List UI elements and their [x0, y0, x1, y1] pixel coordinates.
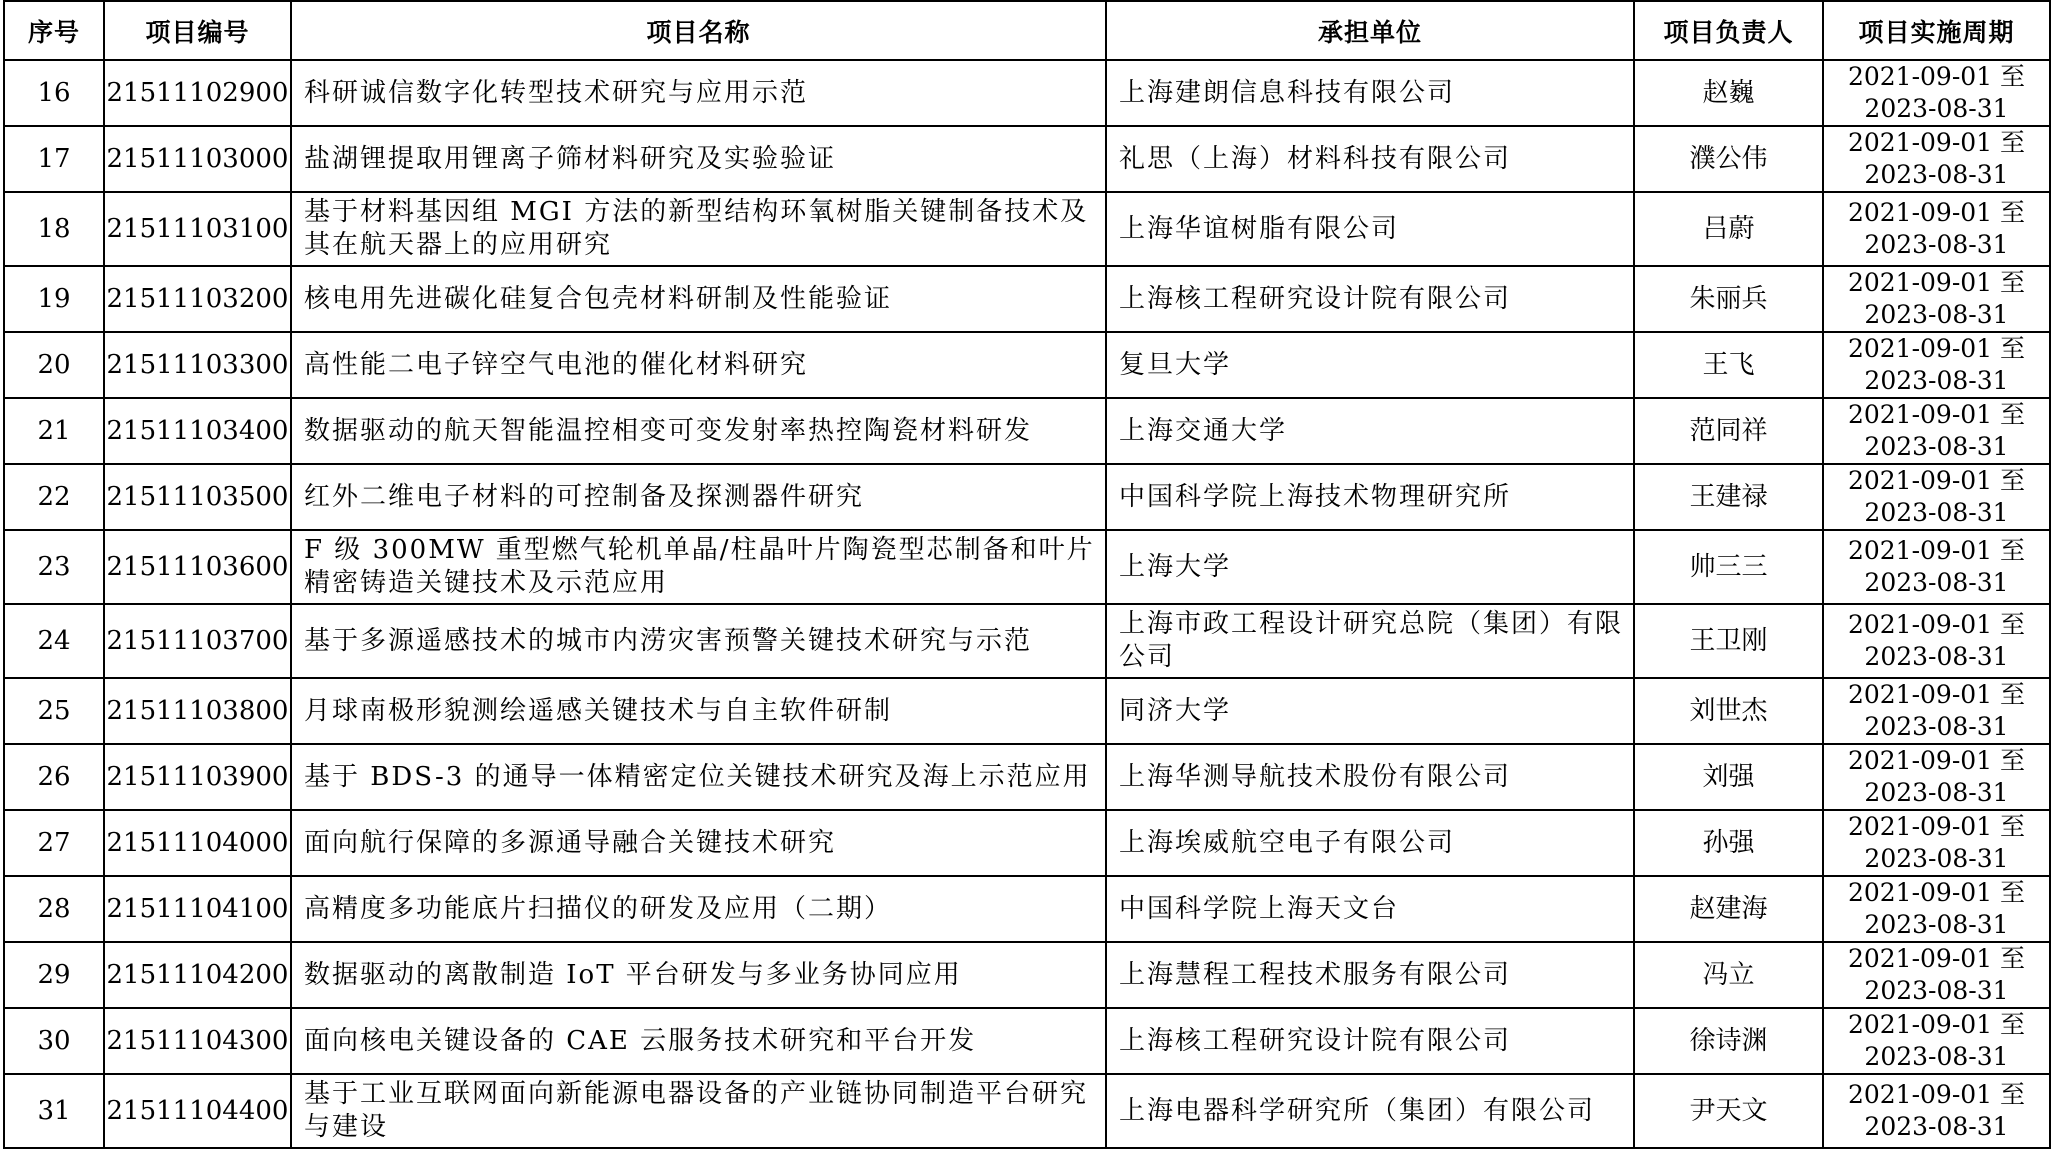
cell-project-code: 21511103000	[104, 126, 291, 192]
cell-project-leader: 王卫刚	[1634, 604, 1823, 678]
period-end: 2023-08-31	[1864, 568, 2009, 597]
header-project-leader: 项目负责人	[1634, 1, 1823, 60]
cell-project-leader: 尹天文	[1634, 1074, 1823, 1148]
cell-project-leader: 刘世杰	[1634, 678, 1823, 744]
cell-implementation-period	[1823, 398, 2050, 464]
table-row	[4, 810, 2050, 876]
cell-project-code: 21511104100	[104, 876, 291, 942]
cell-project-leader: 赵建海	[1634, 876, 1823, 942]
cell-project-leader: 朱丽兵	[1634, 266, 1823, 332]
cell-serial-number: 24	[4, 604, 104, 678]
cell-undertaking-unit: 上海华测导航技术股份有限公司	[1106, 744, 1634, 810]
cell-project-name: 数据驱动的航天智能温控相变可变发射率热控陶瓷材料研发	[291, 398, 1106, 464]
cell-project-name: 高精度多功能底片扫描仪的研发及应用（二期）	[291, 876, 1106, 942]
period-end: 2023-08-31	[1864, 300, 2009, 329]
period-start: 2021-09-01 至	[1847, 400, 2026, 429]
cell-serial-number: 21	[4, 398, 104, 464]
cell-implementation-period	[1823, 604, 2050, 678]
table-row	[4, 876, 2050, 942]
period-start: 2021-09-01 至	[1847, 1080, 2026, 1109]
cell-undertaking-unit: 复旦大学	[1106, 332, 1634, 398]
cell-serial-number: 20	[4, 332, 104, 398]
cell-project-name: 红外二维电子材料的可控制备及探测器件研究	[291, 464, 1106, 530]
cell-implementation-period	[1823, 60, 2050, 126]
cell-undertaking-unit: 上海市政工程设计研究总院（集团）有限公司	[1106, 604, 1634, 678]
period-start: 2021-09-01 至	[1847, 198, 2026, 227]
cell-project-code: 21511104400	[104, 1074, 291, 1148]
table-row	[4, 332, 2050, 398]
period-start: 2021-09-01 至	[1847, 466, 2026, 495]
table-row	[4, 1008, 2050, 1074]
cell-implementation-period	[1823, 464, 2050, 530]
period-end: 2023-08-31	[1864, 642, 2009, 671]
cell-project-code: 21511102900	[104, 60, 291, 126]
cell-project-leader: 孙强	[1634, 810, 1823, 876]
period-end: 2023-08-31	[1864, 94, 2009, 123]
cell-implementation-period	[1823, 1008, 2050, 1074]
period-end: 2023-08-31	[1864, 712, 2009, 741]
cell-project-name: 基于工业互联网面向新能源电器设备的产业链协同制造平台研究与建设	[291, 1074, 1106, 1148]
cell-serial-number: 31	[4, 1074, 104, 1148]
period-start: 2021-09-01 至	[1847, 536, 2026, 565]
table-row	[4, 398, 2050, 464]
cell-undertaking-unit: 上海交通大学	[1106, 398, 1634, 464]
cell-project-leader: 王建禄	[1634, 464, 1823, 530]
cell-implementation-period	[1823, 192, 2050, 266]
cell-undertaking-unit: 中国科学院上海天文台	[1106, 876, 1634, 942]
cell-undertaking-unit: 上海核工程研究设计院有限公司	[1106, 266, 1634, 332]
cell-project-code: 21511104000	[104, 810, 291, 876]
cell-undertaking-unit: 上海建朗信息科技有限公司	[1106, 60, 1634, 126]
cell-project-name: 面向航行保障的多源通导融合关键技术研究	[291, 810, 1106, 876]
cell-project-leader: 吕蔚	[1634, 192, 1823, 266]
header-serial-number: 序号	[4, 1, 104, 60]
cell-undertaking-unit: 上海慧程工程技术服务有限公司	[1106, 942, 1634, 1008]
cell-project-name: 核电用先进碳化硅复合包壳材料研制及性能验证	[291, 266, 1106, 332]
cell-serial-number: 30	[4, 1008, 104, 1074]
period-end: 2023-08-31	[1864, 160, 2009, 189]
cell-project-leader: 王飞	[1634, 332, 1823, 398]
period-end: 2023-08-31	[1864, 976, 2009, 1005]
cell-project-leader: 濮公伟	[1634, 126, 1823, 192]
table-body	[4, 60, 2050, 1148]
cell-project-code: 21511103500	[104, 464, 291, 530]
table-row	[4, 530, 2050, 604]
period-start: 2021-09-01 至	[1847, 944, 2026, 973]
period-start: 2021-09-01 至	[1847, 268, 2026, 297]
cell-project-name: F 级 300MW 重型燃气轮机单晶/柱晶叶片陶瓷型芯制备和叶片精密铸造关键技术及示范应用	[291, 530, 1106, 604]
cell-serial-number: 29	[4, 942, 104, 1008]
header-project-name: 项目名称	[291, 1, 1106, 60]
cell-serial-number: 25	[4, 678, 104, 744]
cell-implementation-period	[1823, 530, 2050, 604]
cell-undertaking-unit: 上海埃威航空电子有限公司	[1106, 810, 1634, 876]
table-row	[4, 1074, 2050, 1148]
cell-implementation-period	[1823, 810, 2050, 876]
cell-project-name: 高性能二电子锌空气电池的催化材料研究	[291, 332, 1106, 398]
period-start: 2021-09-01 至	[1847, 62, 2026, 91]
period-end: 2023-08-31	[1864, 778, 2009, 807]
cell-serial-number: 27	[4, 810, 104, 876]
cell-project-leader: 徐诗渊	[1634, 1008, 1823, 1074]
period-start: 2021-09-01 至	[1847, 746, 2026, 775]
period-start: 2021-09-01 至	[1847, 610, 2026, 639]
period-end: 2023-08-31	[1864, 498, 2009, 527]
period-end: 2023-08-31	[1864, 432, 2009, 461]
cell-project-leader: 范同祥	[1634, 398, 1823, 464]
cell-project-code: 21511103700	[104, 604, 291, 678]
cell-project-code: 21511103600	[104, 530, 291, 604]
cell-project-code: 21511103900	[104, 744, 291, 810]
cell-project-code: 21511104300	[104, 1008, 291, 1074]
cell-project-code: 21511103800	[104, 678, 291, 744]
cell-undertaking-unit: 中国科学院上海技术物理研究所	[1106, 464, 1634, 530]
table-row	[4, 464, 2050, 530]
header-implementation-period: 项目实施周期	[1823, 1, 2050, 60]
cell-project-code: 21511104200	[104, 942, 291, 1008]
cell-undertaking-unit: 礼思（上海）材料科技有限公司	[1106, 126, 1634, 192]
cell-project-name: 基于 BDS-3 的通导一体精密定位关键技术研究及海上示范应用	[291, 744, 1106, 810]
cell-serial-number: 22	[4, 464, 104, 530]
cell-implementation-period	[1823, 876, 2050, 942]
cell-project-leader: 刘强	[1634, 744, 1823, 810]
cell-project-name: 基于材料基因组 MGI 方法的新型结构环氧树脂关键制备技术及其在航天器上的应用研究	[291, 192, 1106, 266]
header-row	[4, 1, 2050, 60]
cell-project-leader: 赵巍	[1634, 60, 1823, 126]
table-row	[4, 942, 2050, 1008]
cell-implementation-period	[1823, 332, 2050, 398]
cell-implementation-period	[1823, 1074, 2050, 1148]
period-start: 2021-09-01 至	[1847, 680, 2026, 709]
cell-project-code: 21511103300	[104, 332, 291, 398]
cell-project-name: 科研诚信数字化转型技术研究与应用示范	[291, 60, 1106, 126]
cell-project-name: 基于多源遥感技术的城市内涝灾害预警关键技术研究与示范	[291, 604, 1106, 678]
cell-project-code: 21511103400	[104, 398, 291, 464]
period-start: 2021-09-01 至	[1847, 128, 2026, 157]
table-row	[4, 126, 2050, 192]
table-row	[4, 678, 2050, 744]
cell-serial-number: 19	[4, 266, 104, 332]
period-end: 2023-08-31	[1864, 910, 2009, 939]
period-start: 2021-09-01 至	[1847, 812, 2026, 841]
cell-undertaking-unit: 上海电器科学研究所（集团）有限公司	[1106, 1074, 1634, 1148]
cell-project-name: 数据驱动的离散制造 IoT 平台研发与多业务协同应用	[291, 942, 1106, 1008]
cell-implementation-period	[1823, 678, 2050, 744]
table-row	[4, 192, 2050, 266]
header-project-code: 项目编号	[104, 1, 291, 60]
period-start: 2021-09-01 至	[1847, 878, 2026, 907]
period-end: 2023-08-31	[1864, 1112, 2009, 1141]
cell-serial-number: 17	[4, 126, 104, 192]
cell-project-leader: 帅三三	[1634, 530, 1823, 604]
header-undertaking-unit: 承担单位	[1106, 1, 1634, 60]
period-start: 2021-09-01 至	[1847, 334, 2026, 363]
project-table-container	[3, 0, 2051, 1149]
cell-serial-number: 23	[4, 530, 104, 604]
cell-serial-number: 28	[4, 876, 104, 942]
cell-project-name: 面向核电关键设备的 CAE 云服务技术研究和平台开发	[291, 1008, 1106, 1074]
cell-serial-number: 16	[4, 60, 104, 126]
table-row	[4, 604, 2050, 678]
cell-implementation-period	[1823, 744, 2050, 810]
cell-project-name: 盐湖锂提取用锂离子筛材料研究及实验验证	[291, 126, 1106, 192]
period-end: 2023-08-31	[1864, 366, 2009, 395]
cell-implementation-period	[1823, 126, 2050, 192]
table-row	[4, 266, 2050, 332]
cell-undertaking-unit: 上海华谊树脂有限公司	[1106, 192, 1634, 266]
table-row	[4, 744, 2050, 810]
cell-serial-number: 18	[4, 192, 104, 266]
cell-undertaking-unit: 同济大学	[1106, 678, 1634, 744]
table-row	[4, 60, 2050, 126]
cell-project-code: 21511103100	[104, 192, 291, 266]
period-end: 2023-08-31	[1864, 1042, 2009, 1071]
cell-serial-number: 26	[4, 744, 104, 810]
cell-undertaking-unit: 上海核工程研究设计院有限公司	[1106, 1008, 1634, 1074]
period-end: 2023-08-31	[1864, 844, 2009, 873]
period-start: 2021-09-01 至	[1847, 1010, 2026, 1039]
cell-implementation-period	[1823, 942, 2050, 1008]
cell-implementation-period	[1823, 266, 2050, 332]
cell-project-leader: 冯立	[1634, 942, 1823, 1008]
cell-undertaking-unit: 上海大学	[1106, 530, 1634, 604]
cell-project-code: 21511103200	[104, 266, 291, 332]
project-table	[3, 0, 2051, 1149]
period-end: 2023-08-31	[1864, 230, 2009, 259]
cell-project-name: 月球南极形貌测绘遥感关键技术与自主软件研制	[291, 678, 1106, 744]
table-header	[4, 1, 2050, 60]
